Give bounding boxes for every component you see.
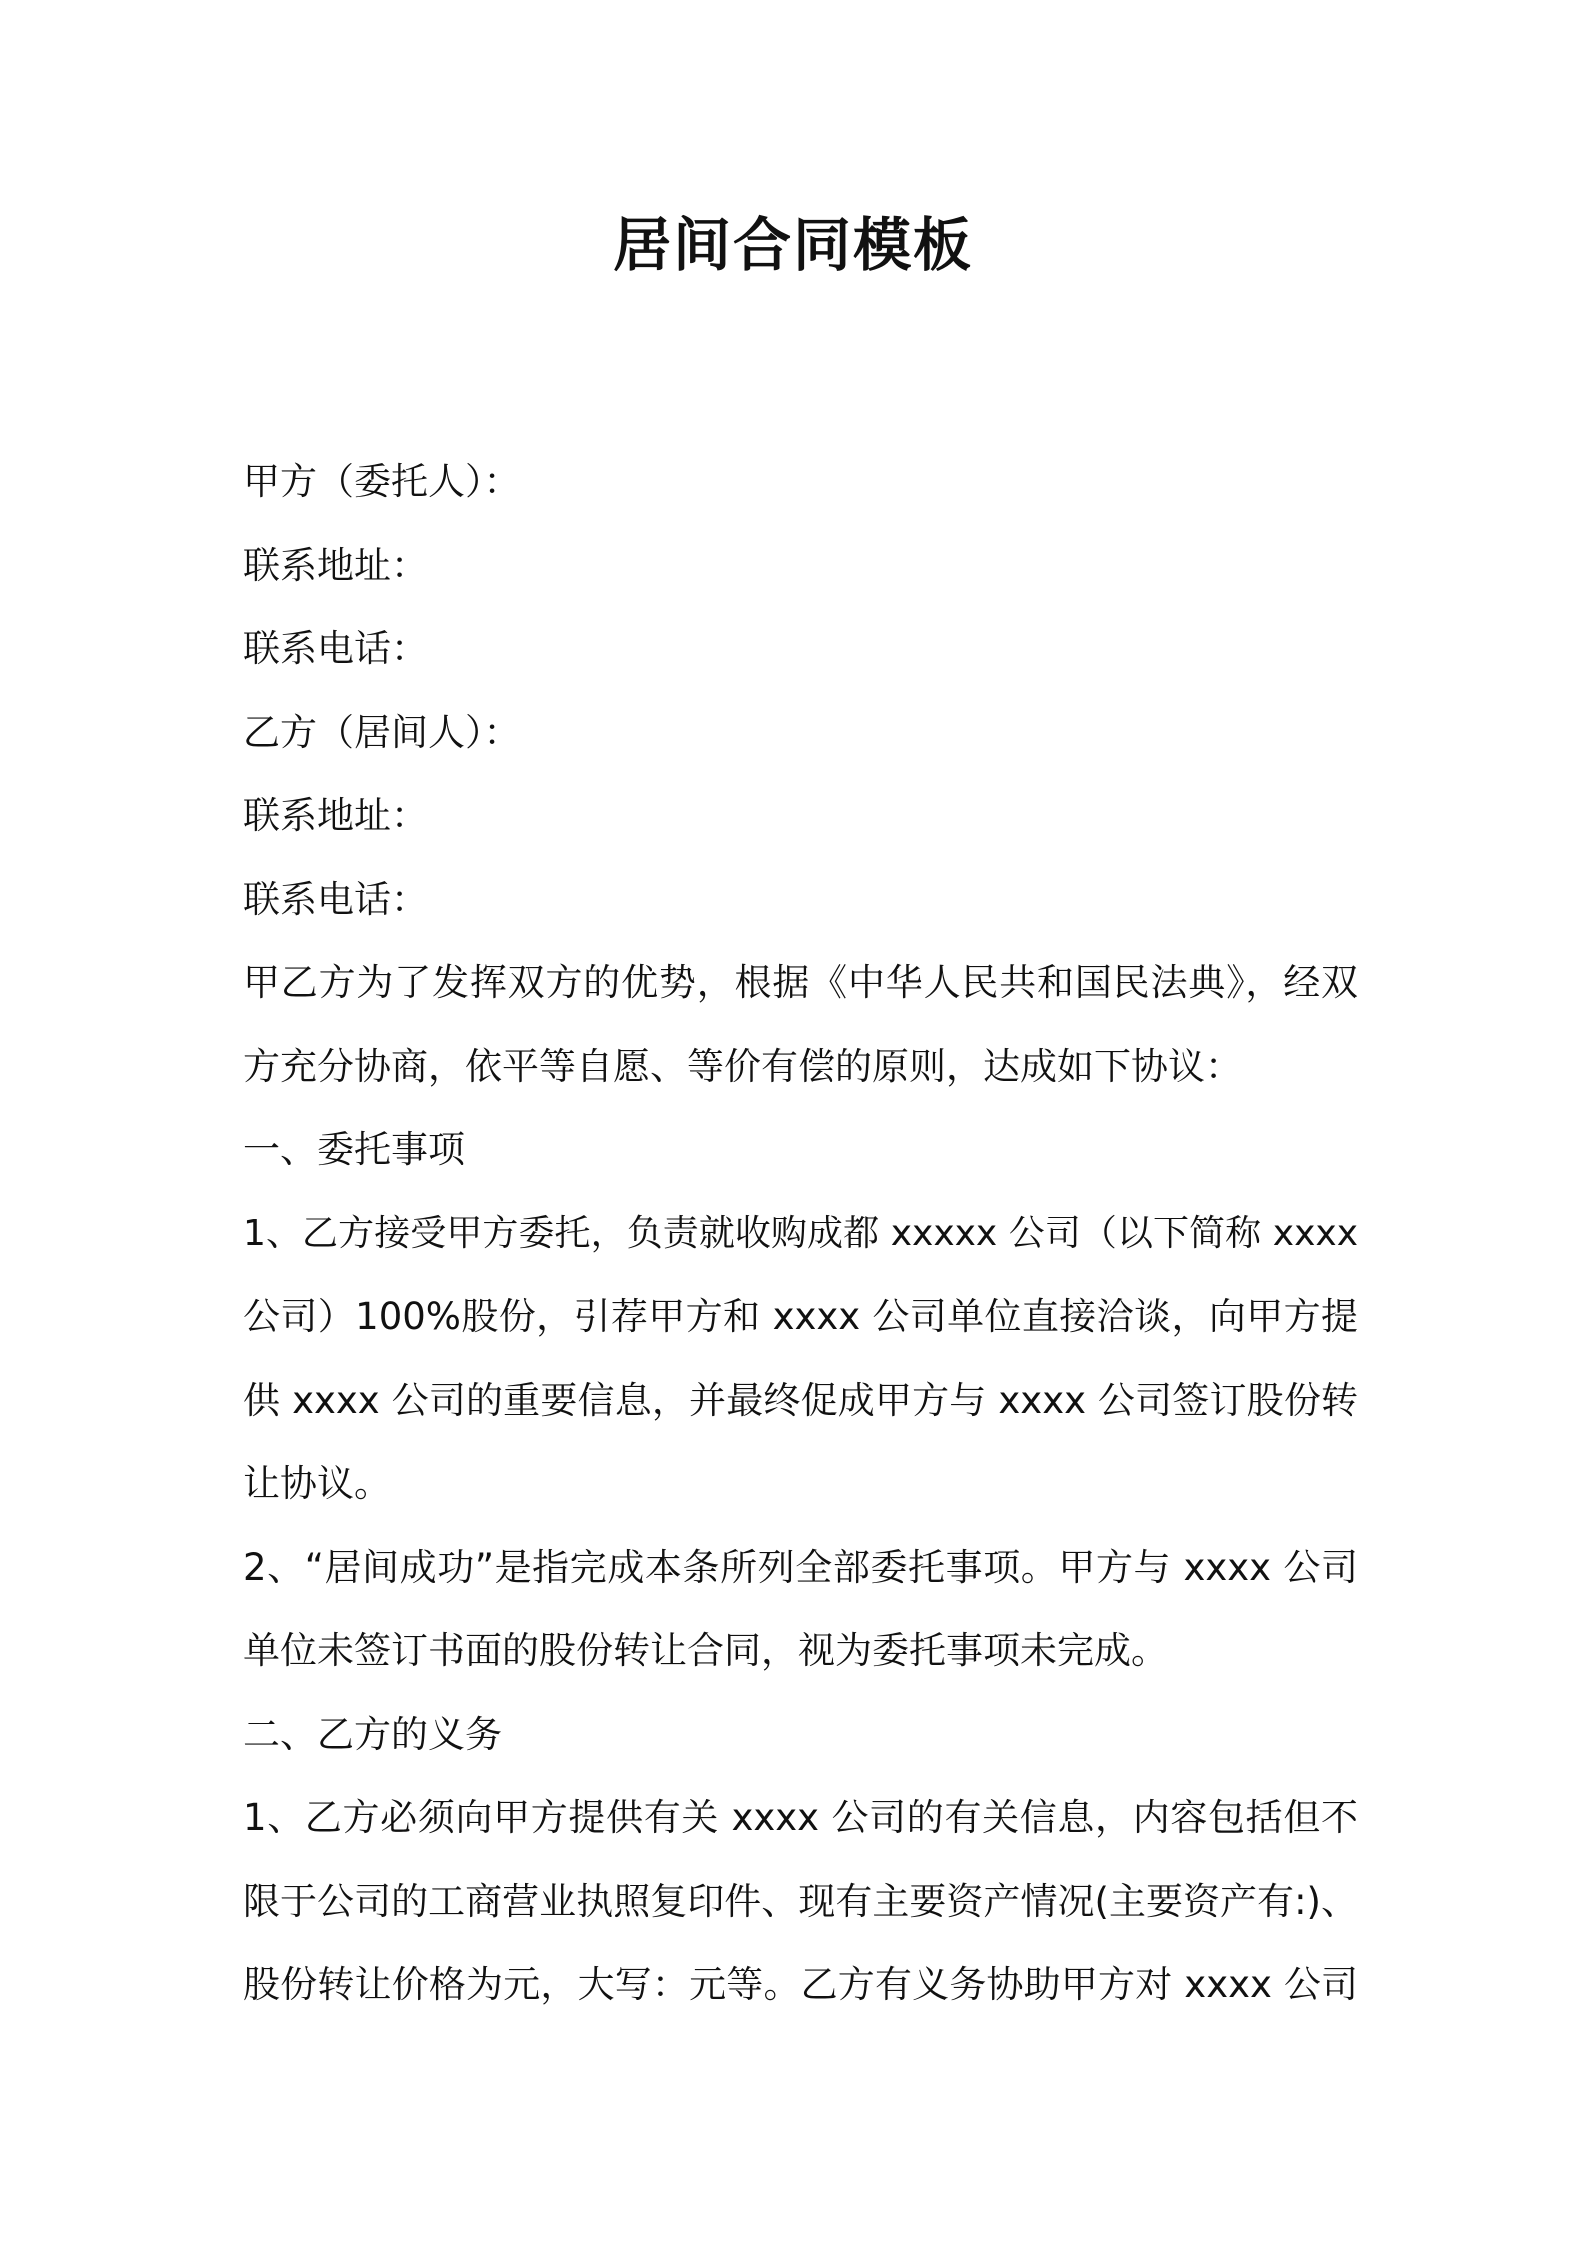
party-b-address-line: 联系地址： bbox=[243, 794, 428, 837]
clause-line: 2、“居间成功”是指完成本条所列全部委托事项。甲方与 xxxx 公司 bbox=[243, 1545, 1358, 1589]
clause-line: 1、乙方必须向甲方提供有关 xxxx 公司的有关信息，内容包括但不 bbox=[243, 1796, 1358, 1839]
document-title: 居间合同模板 bbox=[612, 211, 973, 279]
party-b-line: 乙方（居间人）： bbox=[243, 710, 521, 754]
party-a-line: 甲方（委托人）： bbox=[243, 460, 521, 503]
section-heading: 二、乙方的义务 bbox=[243, 1712, 502, 1756]
clause-line: 公司）100%股份，引荐甲方和 xxxx 公司单位直接洽谈，向甲方提 bbox=[243, 1295, 1358, 1338]
clause-line: 限于公司的工商营业执照复印件、现有主要资产情况(主要资产有:)、 bbox=[243, 1879, 1358, 1923]
preamble-line: 方充分协商，依平等自愿、等价有偿的原则，达成如下协议： bbox=[243, 1044, 1242, 1088]
party-b-phone-line: 联系电话： bbox=[243, 877, 428, 921]
clause-line: 股份转让价格为元，大写：元等。乙方有义务协助甲方对 xxxx 公司 bbox=[243, 1963, 1358, 2006]
party-a-address-line: 联系地址： bbox=[243, 543, 428, 587]
section-heading: 一、委托事项 bbox=[243, 1128, 465, 1171]
clause-line: 单位未签订书面的股份转让合同，视为委托事项未完成。 bbox=[243, 1629, 1168, 1672]
clause-line: 供 xxxx 公司的重要信息，并最终促成甲方与 xxxx 公司签订股份转 bbox=[243, 1378, 1358, 1422]
preamble-line: 甲乙方为了发挥双方的优势，根据《中华人民共和国民法典》，经双 bbox=[243, 961, 1358, 1004]
clause-line: 1、乙方接受甲方委托，负责就收购成都 xxxxx 公司（以下简称 xxxx bbox=[243, 1212, 1358, 1254]
clause-line: 让协议。 bbox=[243, 1462, 391, 1505]
document-body bbox=[243, 440, 1358, 2027]
party-a-phone-line: 联系电话： bbox=[243, 627, 428, 670]
